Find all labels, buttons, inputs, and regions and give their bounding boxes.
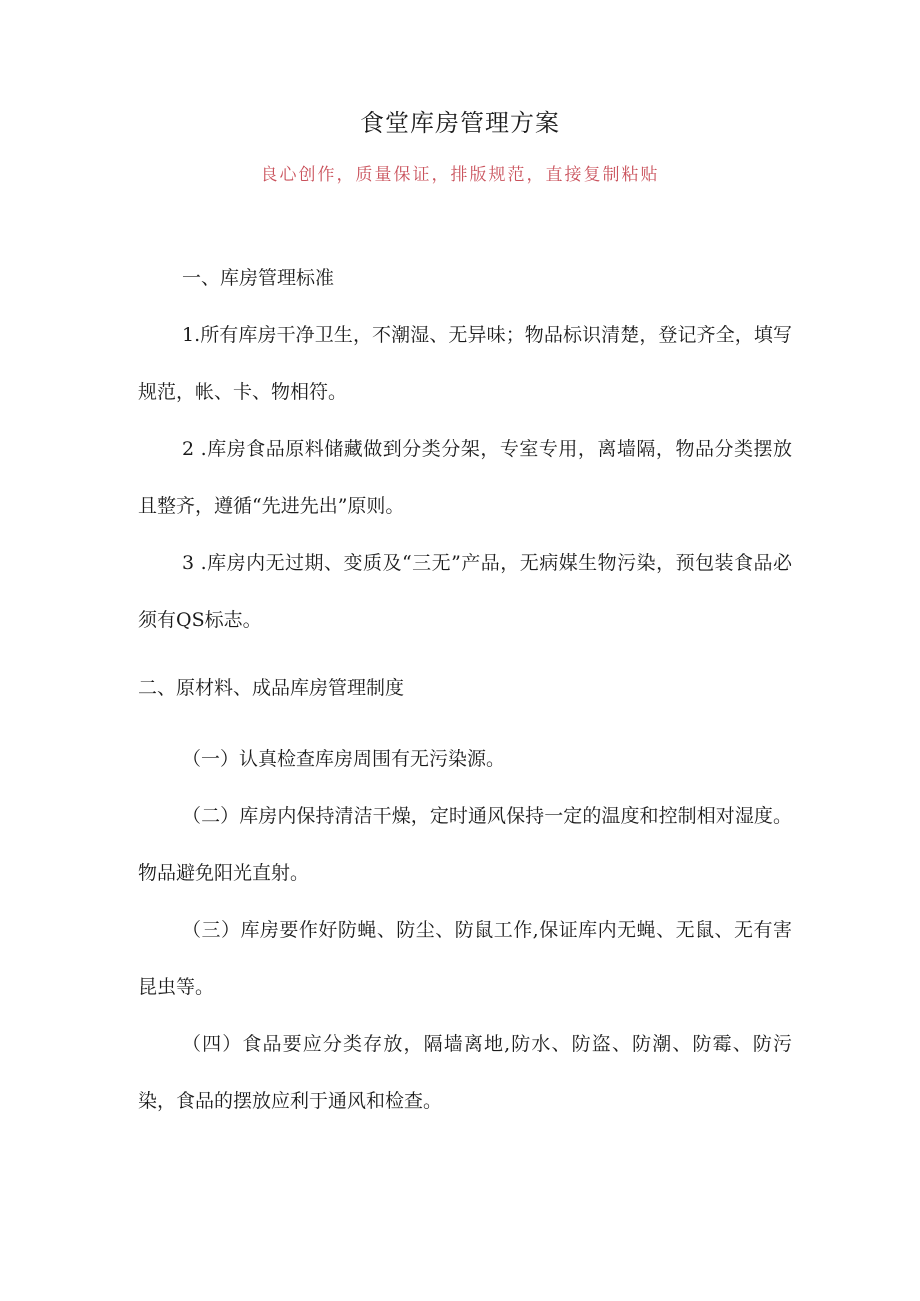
rule-item-3: （三）库房要作好防蝇、防尘、防鼠工作,保证库内无蝇、无鼠、无有害昆虫等。 bbox=[138, 919, 792, 998]
standard-item-2: 2 .库房食品原料储藏做到分类分架，专室专用，离墙隔，物品分类摆放且整齐，遵循“先进先出”原则。 bbox=[138, 438, 792, 517]
section-heading: 二、原材料、成品库房管理制度 bbox=[138, 677, 405, 699]
standard-item-1: 1.所有库房干净卫生，不潮湿、无异味；物品标识清楚，登记齐全，填写规范，帐、卡、物相符。 bbox=[138, 324, 792, 403]
standard-item-3: 3 .库房内无过期、变质及“三无”产品，无病媒生物污染，预包装食品必须有QS标志。 bbox=[138, 552, 792, 631]
section-heading: 一、库房管理标准 bbox=[182, 267, 335, 289]
rule-item-4: （四）食品要应分类存放，隔墙离地,防水、防盗、防潮、防霉、防污染，食品的摆放应利于通风和检查。 bbox=[138, 1033, 792, 1112]
section-rules bbox=[138, 660, 792, 1130]
rule-item-1: （一）认真检查库房周围有无污染源。 bbox=[182, 748, 506, 770]
document-subtitle: 良心创作，质量保证，排版规范，直接复制粘贴 bbox=[260, 165, 660, 185]
section-standards bbox=[138, 250, 792, 649]
rule-item-2: （二）库房内保持清洁干燥，定时通风保持一定的温度和控制相对湿度。物品避免阳光直射。 bbox=[138, 805, 792, 884]
spacer bbox=[138, 717, 792, 731]
document-title: 食堂库房管理方案 bbox=[360, 109, 560, 137]
